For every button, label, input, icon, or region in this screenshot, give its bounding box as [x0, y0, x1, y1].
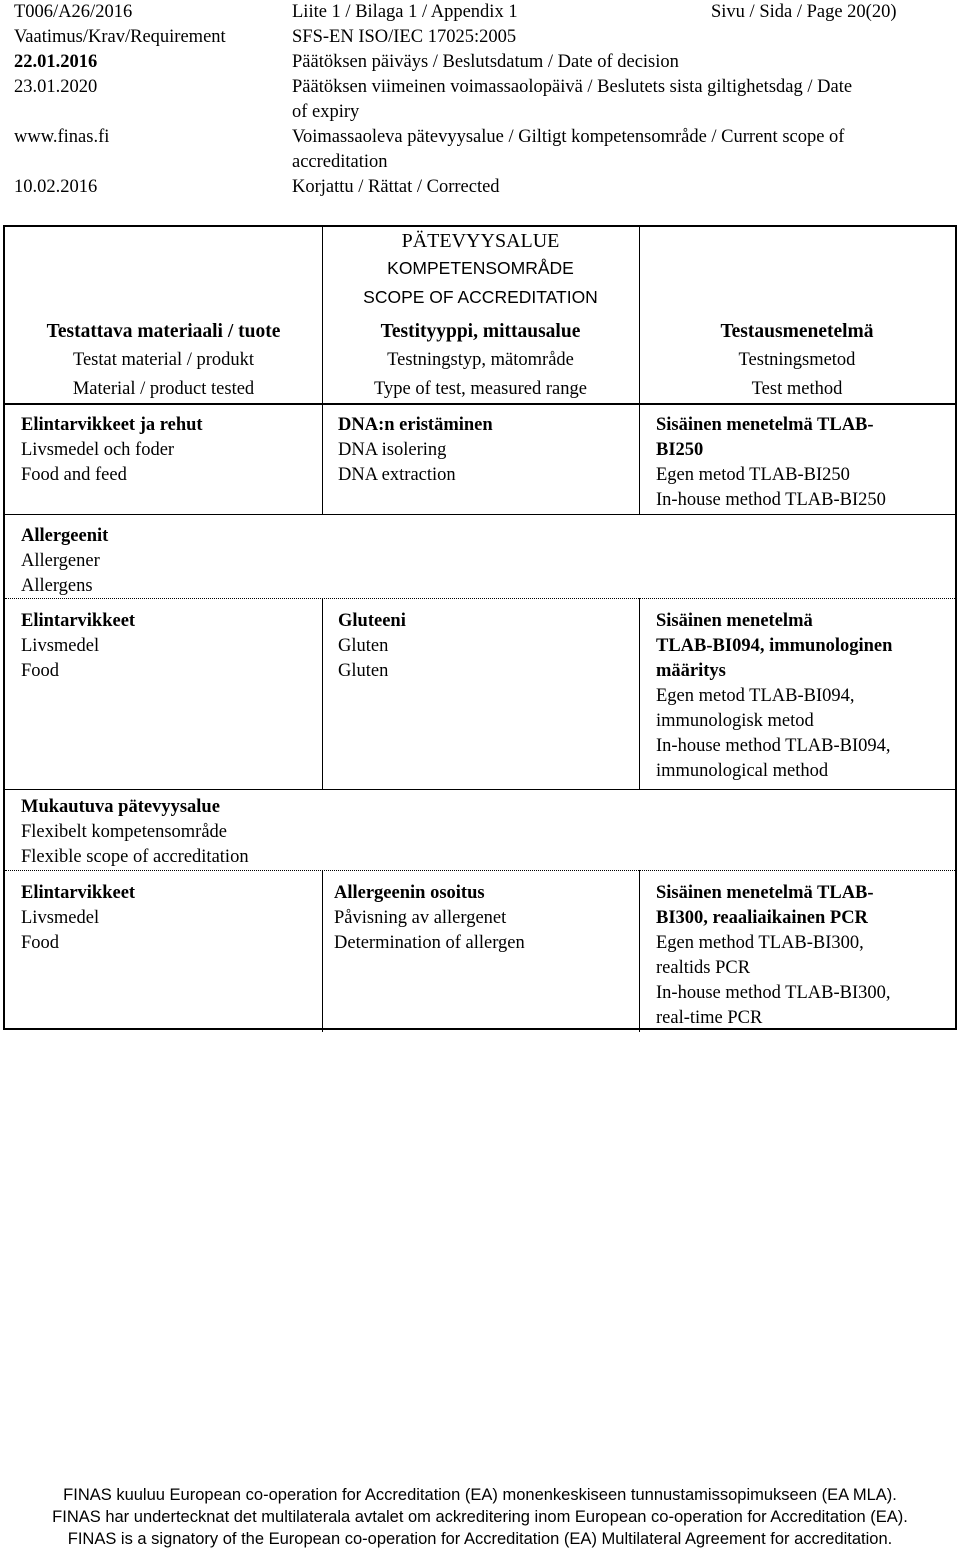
expiry-date: 23.01.2020 [14, 77, 98, 97]
row-3-method: Sisäinen menetelmä TLAB- BI300, reaaliaikainen PCR Egen method TLAB-BI300, realtids PCR In-house method TLAB-BI300, real-time PCR [656, 883, 891, 1028]
column-divider [322, 598, 323, 789]
row-divider [5, 789, 955, 790]
footer-line-sv: FINAS har undertecknat det multilaterala avtalet om ackreditering inom European co-operation for Accreditation (EA). [52, 1508, 908, 1526]
row-1-test: DNA:n eristäminen DNA isolering DNA extraction [338, 415, 493, 485]
col-header-material: Testattava materiaali / tuote Testat material / produkt Material / product tested [46, 321, 281, 399]
scope-title-sv: KOMPETENSOMRÅDE [387, 258, 574, 278]
col-header-method: Testausmenetelmä Testningsmetod Test method [720, 321, 874, 399]
row-divider [5, 514, 955, 515]
column-divider [322, 870, 323, 1032]
row-divider [5, 598, 955, 599]
section-allergens: Allergeenit Allergener Allergens [21, 526, 109, 596]
page-number: Sivu / Sida / Page 20(20) [711, 2, 897, 22]
doc-id: T006/A26/2016 [14, 2, 133, 22]
column-divider [639, 870, 640, 1032]
decision-date: 22.01.2016 [14, 52, 98, 72]
scope-title [322, 229, 639, 312]
scope-title-fi: PÄTEVYYSALUE [401, 230, 560, 252]
row-3-test: Allergeenin osoitus Påvisning av allergenet Determination of allergen [334, 883, 525, 953]
footer-line-en: FINAS is a signatory of the European co-operation for Accreditation (EA) Multilateral Agreement for accreditation. [67, 1530, 893, 1548]
corrected-label: Korjattu / Rättat / Corrected [292, 177, 500, 197]
footer-line-fi: FINAS kuuluu European co-operation for Accreditation (EA) monenkeskiseen tunnustamissopimukseen (EA MLA). [63, 1486, 897, 1504]
scope-label: Voimassaoleva pätevyysalue / Giltigt kompetensområde / Current scope of [292, 127, 845, 147]
footer [0, 1484, 960, 1550]
expiry-label: Päätöksen viimeinen voimassaolopäivä / Beslutets sista giltighetsdag / Date [292, 77, 853, 97]
row-divider [5, 870, 955, 871]
row-2-material: Elintarvikkeet Livsmedel Food [21, 611, 136, 681]
scope-table [3, 225, 957, 1030]
row-1-material: Elintarvikkeet ja rehut Livsmedel och foder Food and feed [21, 415, 203, 485]
scope-label-cont: accreditation [292, 152, 388, 172]
row-3-material: Elintarvikkeet Livsmedel Food [21, 883, 136, 953]
expiry-label-cont: of expiry [292, 102, 360, 122]
decision-label: Päätöksen päiväys / Beslutsdatum / Date of decision [292, 52, 679, 72]
row-1-method: Sisäinen menetelmä TLAB- BI250 Egen metod TLAB-BI250 In-house method TLAB-BI250 [656, 415, 886, 510]
corrected-date: 10.02.2016 [14, 177, 98, 197]
row-2-test: Gluteeni Gluten Gluten [338, 611, 406, 681]
section-flexible-scope: Mukautuva pätevyysalue Flexibelt kompetensområde Flexible scope of accreditation [21, 797, 249, 867]
column-divider [639, 598, 640, 789]
requirement-label: Vaatimus/Krav/Requirement [14, 27, 226, 47]
website: www.finas.fi [14, 127, 110, 147]
requirement-value: SFS-EN ISO/IEC 17025:2005 [292, 27, 517, 47]
col-header-test: Testityyppi, mittausalue Testningstyp, mätområde Type of test, measured range [374, 321, 587, 399]
row-2-method: Sisäinen menetelmä TLAB-BI094, immunologinen määritys Egen metod TLAB-BI094, immunologisk metod In-house method TLAB-BI094, immunological method [656, 611, 893, 781]
appendix-label: Liite 1 / Bilaga 1 / Appendix 1 [292, 2, 518, 22]
scope-title-en: SCOPE OF ACCREDITATION [363, 287, 598, 307]
